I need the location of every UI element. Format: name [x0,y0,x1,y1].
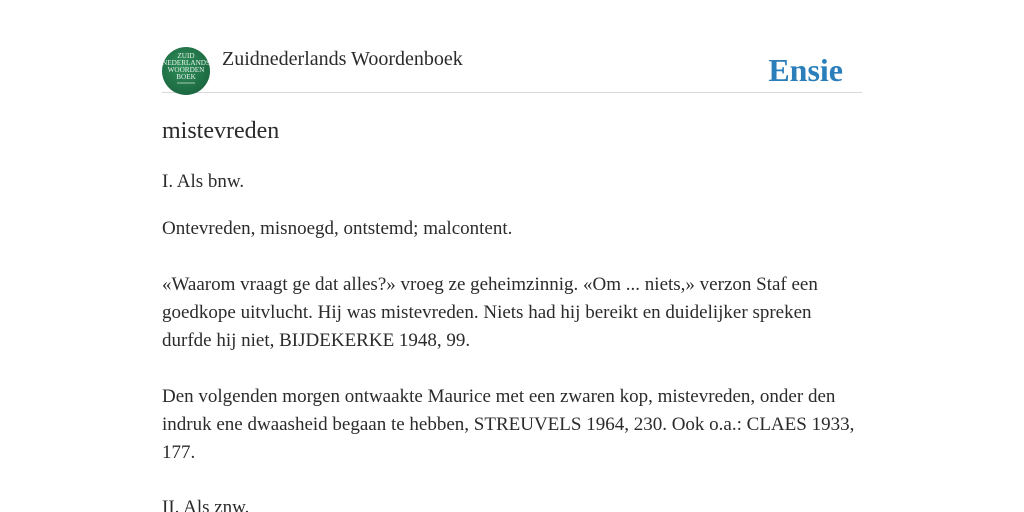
logo-line-nederlands: NEDERLANDS [162,59,210,67]
dictionary-logo-graphic [162,47,210,95]
logo-line-zuid: ZUID [177,52,195,60]
site-name-link[interactable]: Zuidnederlands Woordenboek [222,48,463,70]
ensie-brand-link[interactable]: Ensie [768,52,843,88]
citation-quote-1: «Waarom vraagt ge dat alles?» vroeg ze geheimzinnig. «Om ... niets,» verzon Staf een goedkope uitvlucht. Hij was mistevreden. Niets had hij bereikt en duidelijker spreken durfde hij niet, BIJDEKERKE 1948, 99. [162,274,818,351]
sense-label-adjective: I. Als bnw. [162,171,245,192]
dictionary-logo[interactable] [162,47,210,95]
logo-line-woorden: WOORDEN [167,66,205,74]
citation-quote-2: Den volgenden morgen ontwaakte Maurice met een zwaren kop, mistevreden, onder den indruk ene dwaasheid begaan te hebben, STREUVELS 1964, 230. Ook o.a.: CLAES 1933, 177. [162,386,855,463]
sense-label-noun: II. Als znw. [162,497,250,512]
definition-text: Ontevreden, misnoegd, ontstemd; malcontent. [162,218,513,239]
page [162,0,862,512]
logo-line-boek: BOEK [176,73,196,81]
site-header [162,44,862,93]
entry-headword: mistevreden [162,118,280,144]
